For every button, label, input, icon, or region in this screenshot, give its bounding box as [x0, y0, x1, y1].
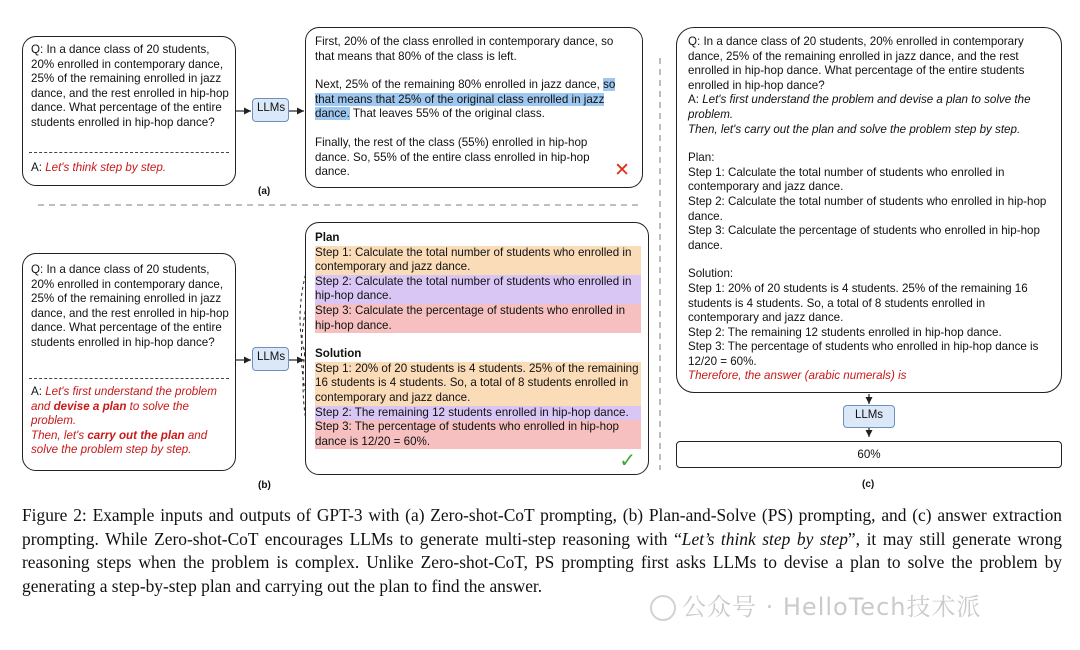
- solution-step-1: Step 1: 20% of 20 students is 4 students. 25% of the remaining 16 students is 4 students. So, a total of 8 students enrolled in contemporary and jazz dance.: [315, 362, 641, 406]
- ps-prompt-carry-out: carry out the plan: [87, 428, 185, 442]
- watermark-logo-icon: [650, 595, 676, 621]
- output-p2-c: That leaves 55% of the original class.: [349, 107, 545, 121]
- panel-b-separator: [29, 378, 229, 379]
- final-answer: 60%: [857, 448, 881, 461]
- output-p2-a: Next, 25% of the remaining 80% enrolled in jazz dance,: [315, 78, 604, 92]
- panel-c-input-box: [676, 27, 1062, 393]
- ps-prompt-part-1: Let's first understand the problem and: [31, 385, 217, 413]
- answer-extraction-prompt: Therefore, the answer (arabic numerals) is: [688, 369, 907, 383]
- ps-prompt-part-3: to solve the problem.: [31, 399, 189, 428]
- wrong-x-icon: ✕: [614, 159, 630, 181]
- wrong-reasoning-highlight: so that means that 25% of the original class enrolled in jazz dance.: [315, 78, 616, 121]
- solution-heading: Solution: [315, 347, 362, 361]
- plan-heading: Plan: [315, 231, 340, 244]
- panel-a-output: [315, 35, 635, 180]
- correct-check-icon: ✓: [619, 448, 636, 472]
- ps-prompt-part-4: Then, let's: [31, 428, 88, 442]
- output-paragraph-3: Finally, the rest of the class (55%) enrolled in hip-hop dance. So, 55% of the entire class enrolled in hip-hop dance.: [315, 135, 590, 179]
- panel-c-question: Q: In a dance class of 20 students, 20% enrolled in contemporary dance, 25% of the remaining enrolled in jazz dance, and the rest enrolled in hip-hop dance. What percentage of the entire students enrolled in hip-hop dance?: [688, 35, 1025, 92]
- panel-b-output: [315, 231, 641, 449]
- panel-c-plan-step-2: Step 2: Calculate the total number of students who enrolled in hip-hop dance.: [688, 194, 1047, 223]
- output-paragraph-2: [315, 78, 635, 122]
- solution-step-2: Step 2: The remaining 12 students enrolled in hip-hop dance.: [315, 406, 641, 421]
- panel-c-label: (c): [862, 479, 875, 490]
- panel-a-label: (a): [258, 186, 271, 197]
- solution-step-3: Step 3: The percentage of students who enrolled in hip-hop dance is 12/20 = 60%.: [315, 420, 641, 449]
- answer-prefix: A:: [31, 385, 46, 398]
- zero-shot-cot-prompt: Let's think step by step.: [45, 161, 166, 174]
- ps-prompt-devise-plan: devise a plan: [53, 399, 127, 413]
- panel-c-solution-step-2: Step 2: The remaining 12 students enrolled in hip-hop dance.: [688, 325, 1002, 339]
- watermark-text: 公众号 · HelloTech技术派: [682, 593, 982, 621]
- panel-a-llm-box: LLMs: [252, 98, 289, 122]
- caption-part-1: Figure 2: Example inputs and outputs of GPT-3 with (a) Zero-shot-CoT prompting, (b) Plan-and-Solve (PS) prompting, and (c) answer extraction prompting. While Zero-shot-CoT encourages LLMs to generate multi-step reasoning with “: [22, 505, 1062, 549]
- plan-step-3: Step 3: Calculate the percentage of students who enrolled in hip-hop dance.: [315, 304, 641, 333]
- caption-italic: Let’s think step by step: [681, 528, 848, 549]
- answer-prefix: A:: [31, 161, 46, 174]
- panel-c-prompt-2: Then, let's carry out the plan and solve the problem step by step.: [688, 122, 1021, 136]
- plan-step-1: Step 1: Calculate the total number of students who enrolled in contemporary and jazz dance.: [315, 246, 641, 275]
- panel-b-llm-box: LLMs: [252, 347, 289, 371]
- panel-b-output-box: [305, 222, 649, 475]
- panel-c-plan-step-1: Step 1: Calculate the total number of students who enrolled in contemporary and jazz dance.: [688, 165, 1005, 194]
- panel-c-plan-heading: Plan:: [688, 151, 715, 165]
- caption-part-2: ”, it may still generate wrong reasoning steps when the problem is complex. Unlike Zero-shot-CoT, PS prompting first asks LLMs to devise a plan to solve the problem by generating a step-by-step plan and carrying out the plan to find the answer.: [22, 528, 1062, 596]
- panel-b-question-box: [22, 253, 236, 471]
- panel-b-label: (b): [258, 480, 271, 491]
- panel-c-content: [688, 35, 1054, 384]
- panel-c-answer-box: [676, 441, 1062, 468]
- panel-a-output-box: [305, 27, 643, 188]
- plan-step-2: Step 2: Calculate the total number of students who enrolled in hip-hop dance.: [315, 275, 641, 304]
- answer-prefix: A:: [688, 93, 703, 107]
- watermark: [650, 587, 981, 622]
- panel-c-plan-step-3: Step 3: Calculate the percentage of students who enrolled in hip-hop dance.: [688, 224, 1040, 252]
- panel-c-answer: [688, 93, 1054, 122]
- output-paragraph-1: First, 20% of the class enrolled in contemporary dance, so that means that 80% of the class is left.: [315, 35, 614, 63]
- panel-c-prompt-1: Let's first understand the problem and devise a plan to solve the problem.: [688, 93, 1031, 121]
- panel-c-solution-step-1: Step 1: 20% of 20 students is 4 students. 25% of the remaining 16 students is 4 students. So, a total of 8 students enrolled in contemporary and jazz dance.: [688, 281, 1028, 325]
- panel-a-question: Q: In a dance class of 20 students, 20% enrolled in contemporary dance, 25% of the remaining enrolled in jazz dance, and the rest enrolled in hip-hop dance. What percentage of the entire students enrolled in hip-hop dance?: [31, 43, 229, 129]
- panel-c-solution-step-3: Step 3: The percentage of students who enrolled in hip-hop dance is 12/20 = 60%.: [688, 340, 1039, 368]
- figure-caption: [22, 504, 1062, 598]
- panel-b-answer: [31, 385, 231, 458]
- panel-b-question: Q: In a dance class of 20 students, 20% enrolled in contemporary dance, 25% of the remaining enrolled in jazz dance, and the rest enrolled in hip-hop dance. What percentage of the entire students enrolled in hip-hop dance?: [31, 263, 229, 349]
- panel-c-solution-heading: Solution:: [688, 267, 734, 281]
- panel-c-llm-box: LLMs: [843, 405, 895, 428]
- ps-prompt-part-6: and solve the problem step by step.: [31, 428, 208, 457]
